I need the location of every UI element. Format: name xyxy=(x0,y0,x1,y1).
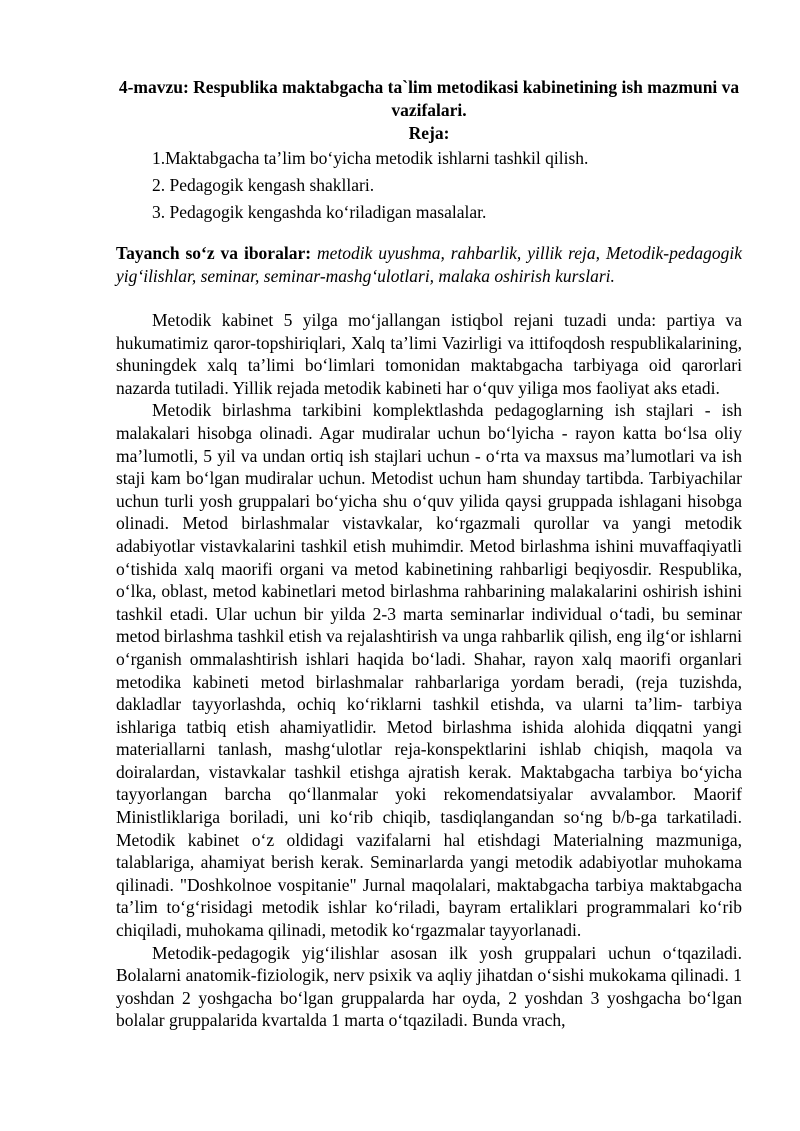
body-text xyxy=(116,309,742,1032)
body-paragraph: Metodik-pedagogik yig‘ilishlar asosan ilk yosh gruppalari uchun o‘tqaziladi. Bolalarni anatomik-fiziologik, nerv psixik va aqliy jihatdan o‘sishi mukokama qilinadi. 1 yoshdan 2 yoshgacha bo‘lgan gruppalarda har oyda, 2 yoshdan 3 yoshgacha bo‘lgan bolalar gruppalarida kvartalda 1 marta o‘tqaziladi. Bunda vrach, xyxy=(116,942,742,1031)
keywords-label: Tayanch so‘z va iboralar: xyxy=(116,243,312,263)
document-title: 4-mavzu: Respublika maktabgacha ta`lim metodikasi kabinetining ish mazmuni va vazifalari. xyxy=(118,77,740,120)
keywords-list: metodik uyushma, rahbarlik, yillik reja, Metodik-pedagogik yig‘ilishlar, seminar, seminar-mashg‘ulotlari, malaka oshirish kurslari. xyxy=(116,243,743,286)
document-page xyxy=(116,76,742,1032)
plan-item: 1.Maktabgacha ta’lim bo‘yicha metodik ishlarni tashkil qilish. xyxy=(152,148,589,168)
plan-list xyxy=(116,145,742,226)
plan-heading: Reja: xyxy=(408,123,450,143)
body-paragraph: Metodik kabinet 5 yilga mo‘jallangan istiqbol rejani tuzadi unda: partiya va hukumatimiz qaror-topshiriqlari, Xalq ta’limi Vazirligi va ittifoqdosh respublikalarining, shuningdek xalq ta’limi bo‘limlari tomonidan maktabgacha tarbiyaga oid qarorlari nazarda tutiladi. Yillik rejada metodik kabineti har o‘quv yiliga mos faoliyat aks etadi. xyxy=(116,310,742,398)
plan-item: 2. Pedagogik kengash shakllari. xyxy=(152,175,375,195)
keywords-paragraph xyxy=(116,242,742,288)
plan-item: 3. Pedagogik kengashda ko‘riladigan masalalar. xyxy=(152,202,487,222)
body-paragraph: Metodik birlashma tarkibini komplektlashda pedagoglarning ish stajlari - ish malakalari hisobga olinadi. Agar mudiralar uchun bo‘lyicha - rayon katta bo‘lsa oliy ma’lumotli, 5 yil va undan ortiq ish stajlari uchun - o‘rta va maxsus ma’lumotlari va ish staji kam bo‘lgan mudiralar uchun. Metodist uchun ham shunday tartibda. Tarbiyachilar uchun turli yosh gruppalari bo‘yicha shu o‘quv yilida qaysi gruppada ishlagani hisobga olinadi. Metod birlashmalar vistavkalar, ko‘rgazmali qurollar va yangi metodik adabiyotlar vistavkalarini tashkil etish muhimdir. Metod birlashma ishini muvaffaqiyatli o‘tishida xalq maorifi organi va metod kabinetining rahbarligi beqiyosdir. Respublika, o‘lka, oblast, metod kabinetlari metod birlashma rahbarining malakalarini oshirish ishini tashkil etadi. Ular uchun bir yilda 2-3 marta seminarlar individual o‘tadi, bu seminar metod birlashma tashkil etish va rejalashtirish va unga rahbarlik qilish, eng ilg‘or ishlarni o‘rganish ommalashtirish ishlari haqida bo‘ladi. Shahar, rayon xalq maorifi organlari metodika kabineti metod birlashmalar rahbarlariga yordam beradi, (reja tuzishda, dakladlar tayyorlashda, ochiq ko‘riklarni tashkil etishda, va ularni ta’lim- tarbiya ishlariga tatbiq etish ahamiyatlidir. Metod birlashma ishida alohida diqqatni yangi materiallarni tanlash, mashg‘ulotlar reja-konspektlarini ishlab chiqish, maqola va doiralardan, vistavkalar tashkil etishga ajratish kerak. Maktabgacha tarbiya bo‘yicha tayyorlangan barcha qo‘llanmalar yoki rekomendatsiyalar avvalambor. Maorif Ministliklariga boriladi, uni ko‘rib chiqib, tasdiqlangandan so‘ng b/b-ga tarkatiladi. Metodik kabinet o‘z oldidagi vazifalarni hal etishdagi Materialning mazmuniga, talablariga, ahamiyat berish kerak. Seminarlarda yangi metodik adabiyotlar muhokama qilinadi. "Doshkolnoe vospitanie" Jurnal maqolalari, maktabgacha tarbiya maktabgacha ta’lim to‘g‘risidagi metodik ishlar ko‘riladi, bayram ertaliklari programmalari ko‘rib chiqiladi, muhokama qilinadi, metodik ko‘rgazmalar tayyorlanadi. xyxy=(116,400,742,941)
